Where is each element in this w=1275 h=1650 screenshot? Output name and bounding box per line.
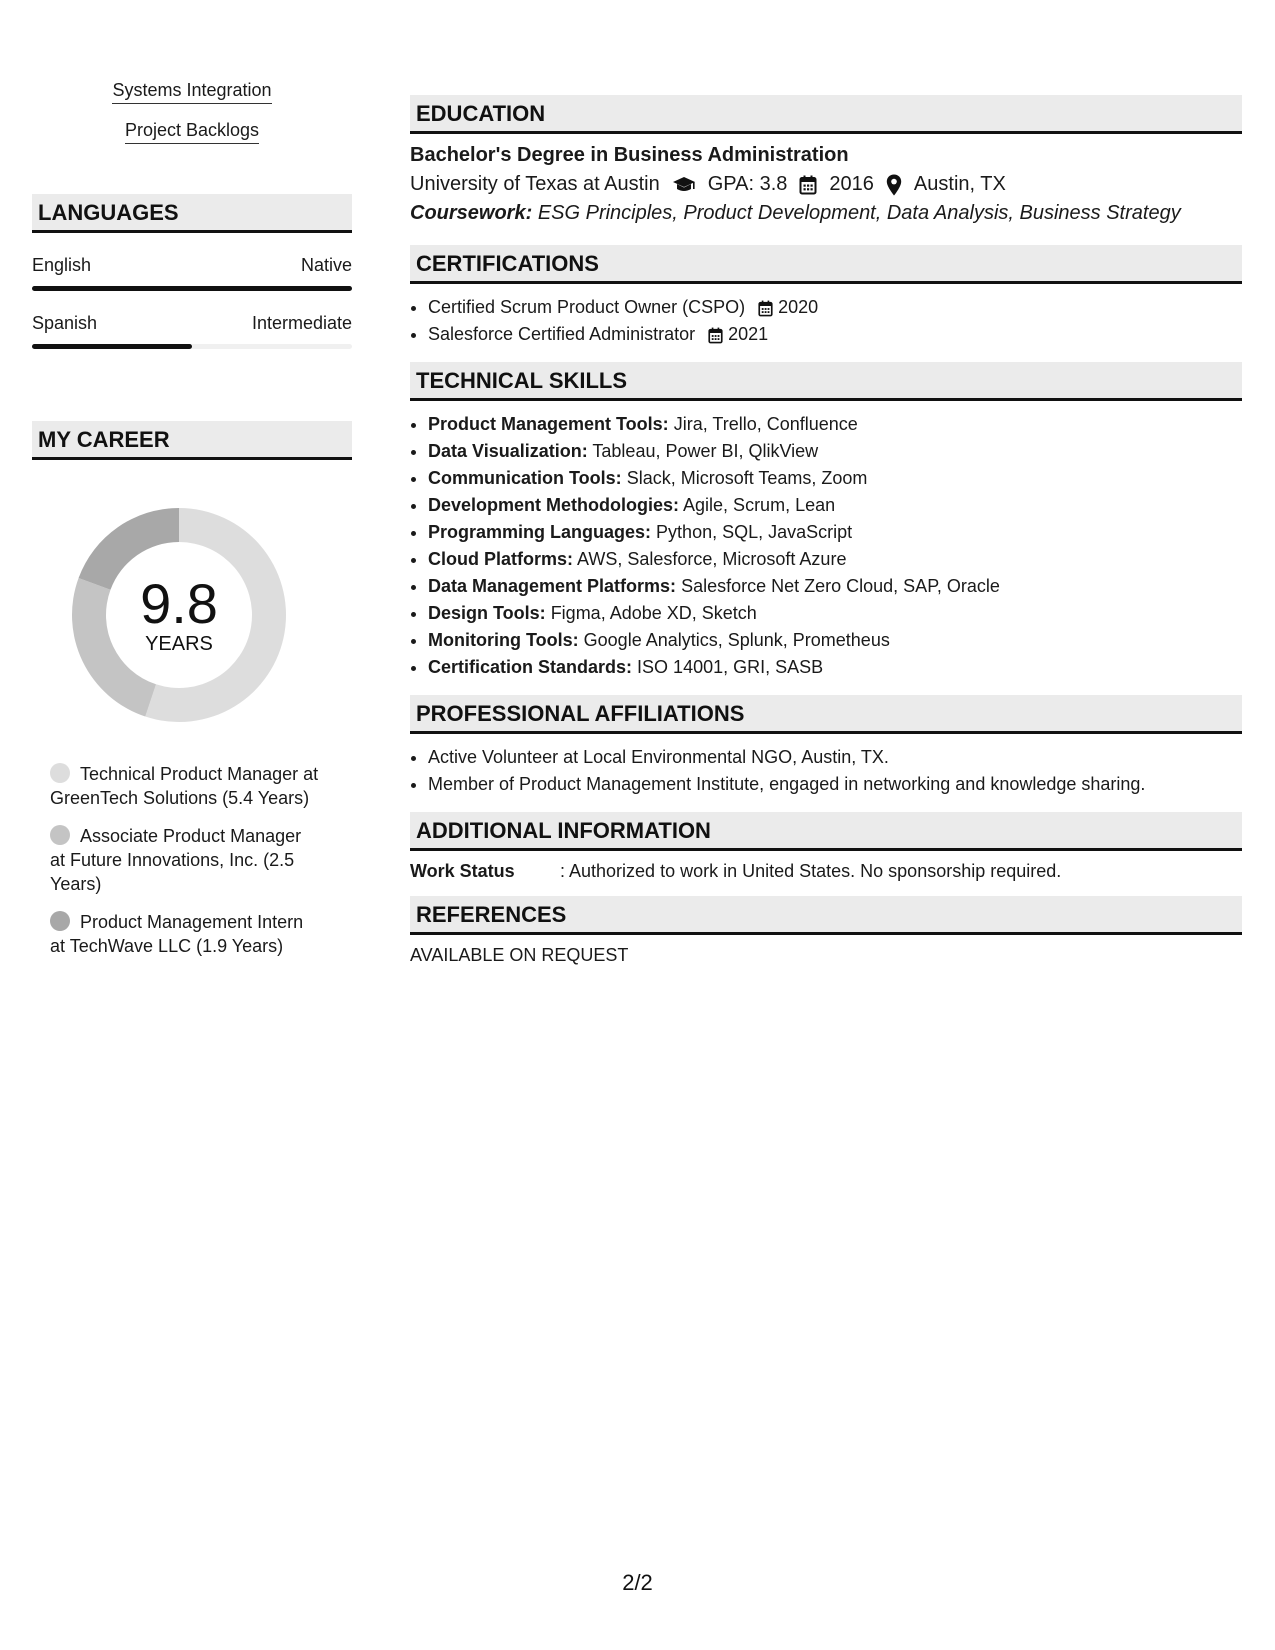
career-heading: MY CAREER — [32, 421, 352, 460]
skill-value: Agile, Scrum, Lean — [683, 495, 836, 515]
skill-value: Google Analytics, Splunk, Prometheus — [583, 630, 890, 650]
language-english — [32, 255, 352, 291]
list-item: • Active Volunteer at Local Environmental NGO, Austin, TX. — [428, 744, 1242, 771]
gpa: GPA: 3.8 — [707, 173, 788, 195]
career-donut-chart — [64, 500, 294, 730]
education-heading: EDUCATION — [410, 95, 1242, 134]
calendar-icon — [758, 300, 773, 317]
language-bar-fill — [32, 344, 192, 349]
affiliations-section — [410, 695, 1242, 798]
list-item — [428, 294, 1242, 321]
certifications-list — [410, 294, 1242, 348]
skill-value: Tableau, Power BI, QlikView — [592, 441, 819, 461]
language-level: Native — [300, 255, 352, 275]
work-status-label: Work Status — [410, 861, 515, 881]
skill-value: Salesforce Net Zero Cloud, SAP, Oracle — [681, 576, 1000, 596]
affiliations-list — [410, 744, 1242, 798]
technical-skills-section — [410, 362, 1242, 681]
list-item: • Member of Product Management Institute, engaged in networking and knowledge sharing. — [428, 771, 1242, 798]
cert-name: Certified Scrum Product Owner (CSPO) — [428, 297, 746, 317]
skill-label: Cloud Platforms: — [428, 549, 574, 569]
languages-heading: LANGUAGES — [32, 194, 352, 233]
skill-value: AWS, Salesforce, Microsoft Azure — [577, 549, 847, 569]
legend-dot — [50, 825, 70, 845]
list-item — [428, 465, 1242, 492]
list-item — [428, 627, 1242, 654]
affiliations-heading: PROFESSIONAL AFFILIATIONS — [410, 695, 1242, 734]
technical-skills-list — [410, 411, 1242, 681]
list-item — [428, 573, 1242, 600]
skill-label: Monitoring Tools: — [428, 630, 579, 650]
career-role-label: Technical Product Manager at GreenTech Solutions (5.4 Years) — [50, 764, 319, 808]
coursework-label: Coursework: — [410, 202, 533, 224]
skill-label: Certification Standards: — [428, 657, 633, 677]
technical-skills-heading: TECHNICAL SKILLS — [410, 362, 1242, 401]
skill-label: Data Visualization: — [428, 441, 588, 461]
calendar-icon — [799, 175, 817, 195]
references-section — [410, 896, 1242, 966]
graduation-year: 2016 — [829, 173, 874, 195]
language-spanish — [32, 313, 352, 349]
additional-info-heading: ADDITIONAL INFORMATION — [410, 812, 1242, 851]
list-item — [428, 654, 1242, 681]
skill-systems-integration: Systems Integration — [112, 80, 271, 104]
language-name: English — [32, 255, 92, 275]
skill-label: Communication Tools: — [428, 468, 622, 488]
career-role-label: Associate Product Manager at Future Innovations, Inc. (2.5 Years) — [50, 826, 302, 894]
education-section — [410, 95, 1242, 225]
references-text: AVAILABLE ON REQUEST — [410, 945, 629, 965]
work-status-value: : Authorized to work in United States. No sponsorship required. — [560, 861, 1062, 881]
skill-project-backlogs: Project Backlogs — [125, 120, 259, 144]
language-bar-fill — [32, 286, 352, 291]
skill-label: Programming Languages: — [428, 522, 652, 542]
right-column — [410, 95, 1242, 980]
cert-name: Salesforce Certified Administrator — [428, 324, 696, 344]
degree-title: Bachelor's Degree in Business Administration — [410, 144, 849, 166]
skill-label: Product Management Tools: — [428, 414, 669, 434]
map-pin-icon — [886, 174, 902, 196]
skill-value: Jira, Trello, Confluence — [673, 414, 858, 434]
left-column — [32, 80, 352, 972]
work-status-row — [410, 861, 1242, 882]
cert-year: 2021 — [728, 324, 769, 344]
career-total-years: 9.8 — [140, 571, 218, 635]
list-item — [428, 519, 1242, 546]
certifications-section — [410, 245, 1242, 348]
skill-label: Data Management Platforms: — [428, 576, 677, 596]
skill-value: Slack, Microsoft Teams, Zoom — [626, 468, 868, 488]
school-name: University of Texas at Austin — [410, 173, 660, 195]
graduation-cap-icon — [672, 176, 696, 194]
career-legend — [50, 762, 320, 958]
skill-value: Figma, Adobe XD, Sketch — [550, 603, 757, 623]
school-location: Austin, TX — [913, 173, 1006, 195]
career-total-unit: YEARS — [145, 632, 213, 655]
list-item — [428, 321, 1242, 348]
career-role — [50, 762, 320, 810]
list-item — [428, 438, 1242, 465]
legend-dot — [50, 763, 70, 783]
list-item — [428, 492, 1242, 519]
legend-dot — [50, 911, 70, 931]
certifications-heading: CERTIFICATIONS — [410, 245, 1242, 284]
skill-label: Development Methodologies: — [428, 495, 680, 515]
page-number: 2/2 — [622, 1570, 653, 1595]
career-role — [50, 910, 320, 958]
list-item — [428, 546, 1242, 573]
language-bar — [32, 344, 352, 349]
additional-info-section — [410, 812, 1242, 882]
career-role — [50, 824, 320, 896]
cert-year: 2020 — [778, 297, 819, 317]
list-item — [428, 600, 1242, 627]
list-item — [428, 411, 1242, 438]
coursework-list: ESG Principles, Product Development, Data Analysis, Business Strategy — [537, 202, 1181, 224]
language-bar — [32, 286, 352, 291]
language-name: Spanish — [32, 313, 98, 333]
calendar-icon — [708, 327, 723, 344]
language-level: Intermediate — [251, 313, 352, 333]
skill-label: Design Tools: — [428, 603, 546, 623]
coursework — [410, 202, 1242, 225]
skill-value: ISO 14001, GRI, SASB — [637, 657, 824, 677]
references-heading: REFERENCES — [410, 896, 1242, 935]
career-role-label: Product Management Intern at TechWave LLC (1.9 Years) — [50, 912, 304, 956]
skill-value: Python, SQL, JavaScript — [656, 522, 853, 542]
